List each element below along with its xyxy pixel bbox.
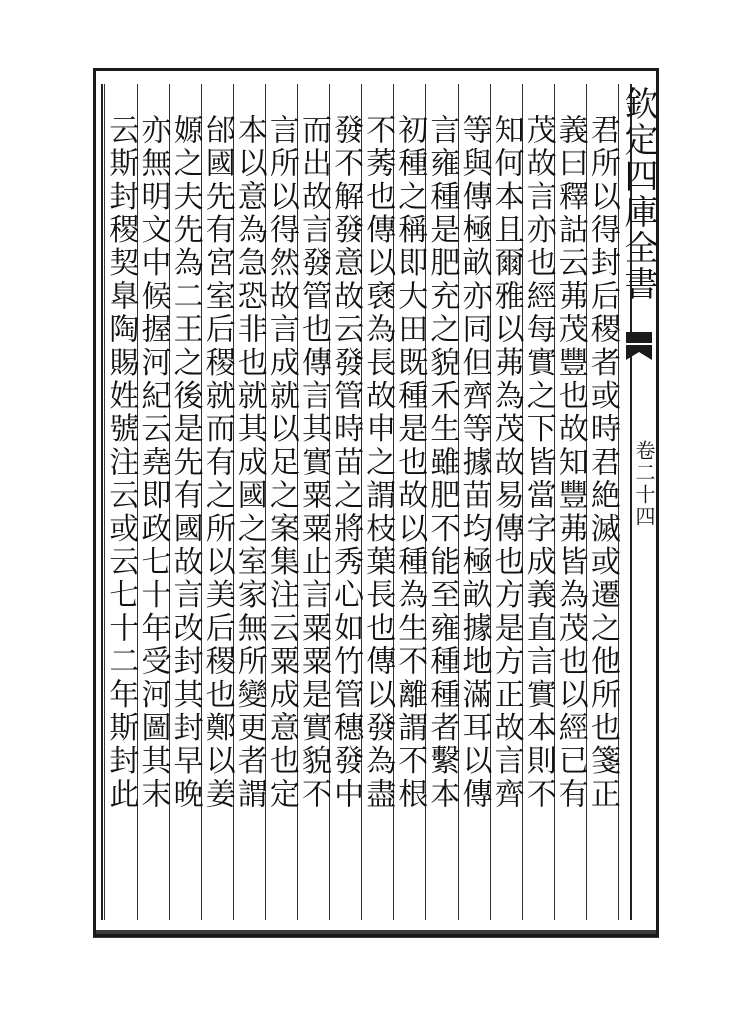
text-column: 嫄之夫先為二王之後是先有國故言改封其封早晚	[167, 114, 203, 812]
text-column: 言所以得然故言成就以足之案集注云粟成意也定	[263, 114, 299, 812]
book-title: 欽定四庫全書	[618, 86, 658, 302]
text-column: 本以意為急恐非也就其成國之室家無所變更者謂	[231, 114, 267, 812]
text-column: 不莠也傳以褎為長故申之謂枝葉長也傳以發為盡	[360, 114, 396, 812]
text-column: 亦無明文中候握河紀云堯即政七十年受河圖其末	[135, 114, 171, 812]
text-column: 云斯封稷契臯陶賜姓號注云或云七十二年斯封此	[103, 114, 139, 812]
text-column: 知何本且爾雅以茀為茂故易傳也方是方正故言齊	[488, 114, 524, 812]
text-column: 邰國先有宮室后稷就而有之所以美后稷也鄭以姜	[199, 114, 235, 812]
text-column: 言雍種是肥充之貌禾生雖肥不能至雍種種者繫本	[424, 114, 460, 812]
text-column: 君所以得封后稷者或時君絶滅或遷之他所也箋正	[584, 114, 620, 812]
fishtail-mark-icon	[624, 330, 654, 364]
text-column: 義曰釋詁云茀茂豐也故知豐茀皆為茂也以經已有	[552, 114, 588, 812]
text-column: 初種之稱即大田既種是也故以種為生不離謂不根	[392, 114, 428, 812]
volume-label: 卷二十四	[632, 440, 656, 528]
page-edge-texture	[93, 930, 659, 938]
text-column: 發不解發意故云發管時苗之將秀心如竹管穗發中	[328, 114, 364, 812]
text-column: 等與傳極畝亦同但齊等據苗均極畝據地滿耳以傳	[456, 114, 492, 812]
text-column: 茂故言亦也經每實之下皆當字成義直言實本則不	[520, 114, 556, 812]
text-column: 而出故言發管也傳言其實粟粟止言粟粟是實貌不	[296, 114, 331, 812]
